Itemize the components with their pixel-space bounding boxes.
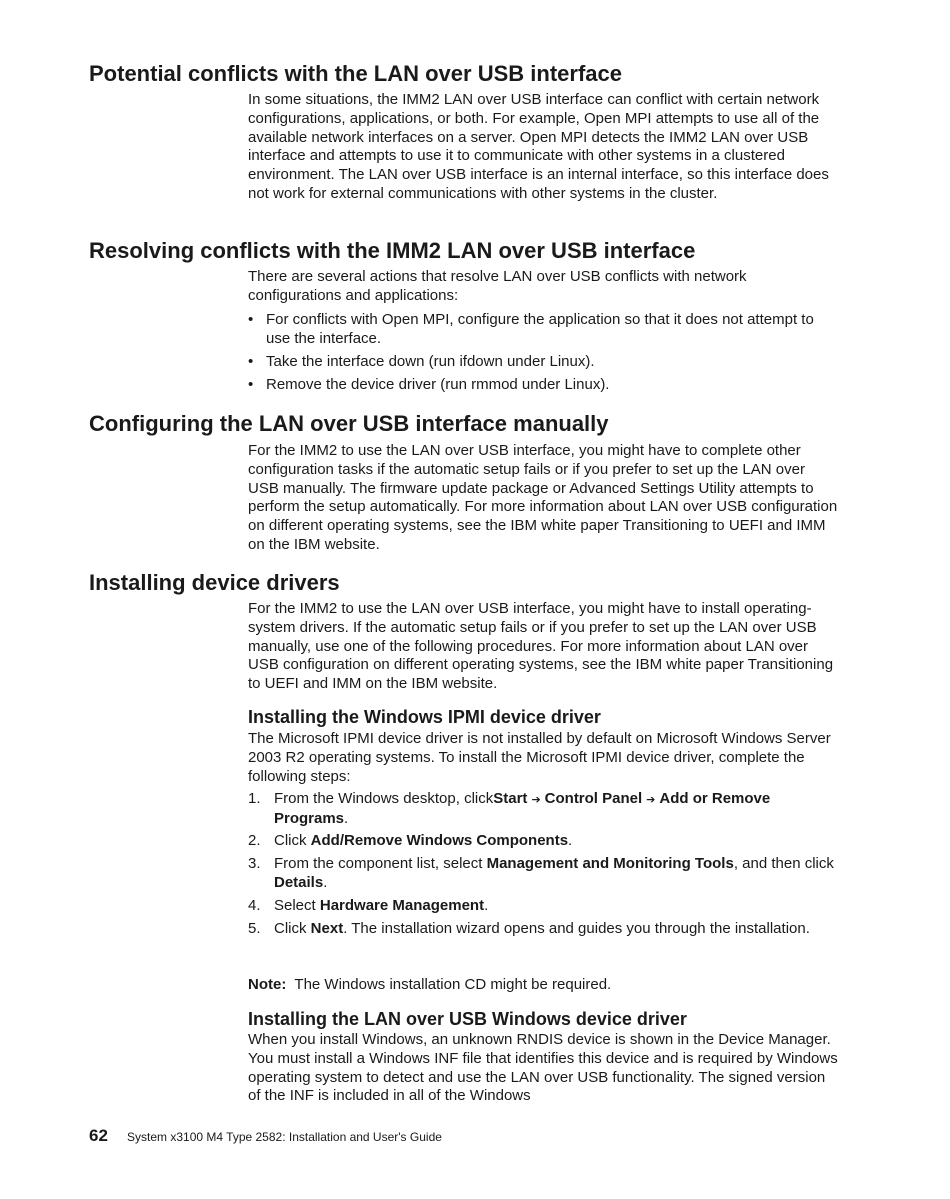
- subsection-heading-ipmi-driver: Installing the Windows IPMI device driver: [248, 707, 601, 727]
- section-heading-installing-drivers: Installing device drivers: [89, 570, 340, 595]
- bullet-text: Remove the device driver (run rmmod under Linux).: [266, 376, 610, 393]
- step-2: [248, 832, 838, 851]
- subsection-body-lan-usb-driver: When you install Windows, an unknown RNDIS device is shown in the Device Manager. You must install a Windows INF file that identifies this device and is required by Windows operating system to detect and use the LAN over USB functionality. The signed version of the INF is included in all of the Windows: [248, 1031, 838, 1105]
- list-item: [248, 353, 838, 372]
- section-body-installing-drivers: For the IMM2 to use the LAN over USB interface, you might have to install operating-system drivers. If the automatic setup fails or if you prefer to set up the LAN over USB manually, use one of the following procedures. For more information about LAN over USB configuration on different operating systems, see the IBM white paper Transitioning to UEFI and IMM on the IBM website.: [248, 600, 834, 693]
- list-item: [248, 311, 838, 349]
- bullet-text: For conflicts with Open MPI, configure the application so that it does not attempt to use the interface.: [266, 311, 814, 347]
- bullet-text: Take the interface down (run ifdown under Linux).: [266, 353, 595, 370]
- step-text: Select Hardware Management.: [274, 897, 489, 914]
- step-4: [248, 897, 838, 916]
- step-number: 2.: [248, 832, 261, 849]
- arrow-right-icon: ➔: [646, 794, 656, 806]
- footer-title: System x3100 M4 Type 2582: Installation and User's Guide: [127, 1130, 442, 1144]
- step-text: From the Windows desktop, clickStart ➔ Control Panel ➔ Add or Remove Programs.: [274, 790, 771, 827]
- step-number: 5.: [248, 920, 261, 937]
- note-label: Note:: [248, 976, 287, 993]
- note: [248, 976, 838, 995]
- step-number: 1.: [248, 790, 261, 807]
- step-text: From the component list, select Management and Monitoring Tools, and then click Details.: [274, 855, 834, 891]
- page-number: 62: [89, 1126, 108, 1145]
- arrow-right-icon: ➔: [531, 794, 541, 806]
- bullet-marker: •: [248, 311, 254, 328]
- list-item: [248, 376, 838, 395]
- section-heading-resolving-conflicts: Resolving conflicts with the IMM2 LAN over USB interface: [89, 238, 696, 263]
- note-text: The Windows installation CD might be required.: [294, 976, 612, 993]
- step-number: 4.: [248, 897, 261, 914]
- subsection-body-ipmi-driver: The Microsoft IPMI device driver is not installed by default on Microsoft Windows Server 2003 R2 operating systems. To install the Microsoft IPMI device driver, complete the following steps:: [248, 730, 831, 785]
- section-heading-potential-conflicts: Potential conflicts with the LAN over USB interface: [89, 61, 622, 86]
- subsection-heading-lan-usb-driver: Installing the LAN over USB Windows device driver: [248, 1009, 687, 1029]
- bullet-marker: •: [248, 353, 254, 370]
- section-body-potential-conflicts: In some situations, the IMM2 LAN over USB interface can conflict with certain network configurations, applications, or both. For example, Open MPI attempts to use all of the available network interfaces on a server. Open MPI detects the IMM2 LAN over USB interface and attempts to use it to communicate with other systems in a clustered environment. The LAN over USB interface is an internal interface, so this interface does not work for external communications with other systems in the cluster.: [248, 91, 829, 202]
- step-number: 3.: [248, 855, 261, 872]
- step-5: [248, 920, 838, 939]
- bullet-marker: •: [248, 376, 254, 393]
- section-body-configuring-manually: For the IMM2 to use the LAN over USB interface, you might have to complete other configuration tasks if the automatic setup fails or if you prefer to set up the LAN over USB manually. The firmware update package or Advanced Settings Utility attempts to perform the setup automatically. For more information about LAN over USB configuration on different operating systems, see the IBM white paper Transitioning to UEFI and IMM on the IBM website.: [248, 442, 838, 553]
- section-heading-configuring-manually: Configuring the LAN over USB interface manually: [89, 411, 609, 436]
- step-text: Click Next. The installation wizard opens and guides you through the installation.: [274, 920, 810, 937]
- section-intro-resolving-conflicts: There are several actions that resolve LAN over USB conflicts with network configurations and applications:: [248, 268, 747, 304]
- step-3: [248, 855, 838, 893]
- step-text: Click Add/Remove Windows Components.: [274, 832, 573, 849]
- step-1: [248, 790, 838, 829]
